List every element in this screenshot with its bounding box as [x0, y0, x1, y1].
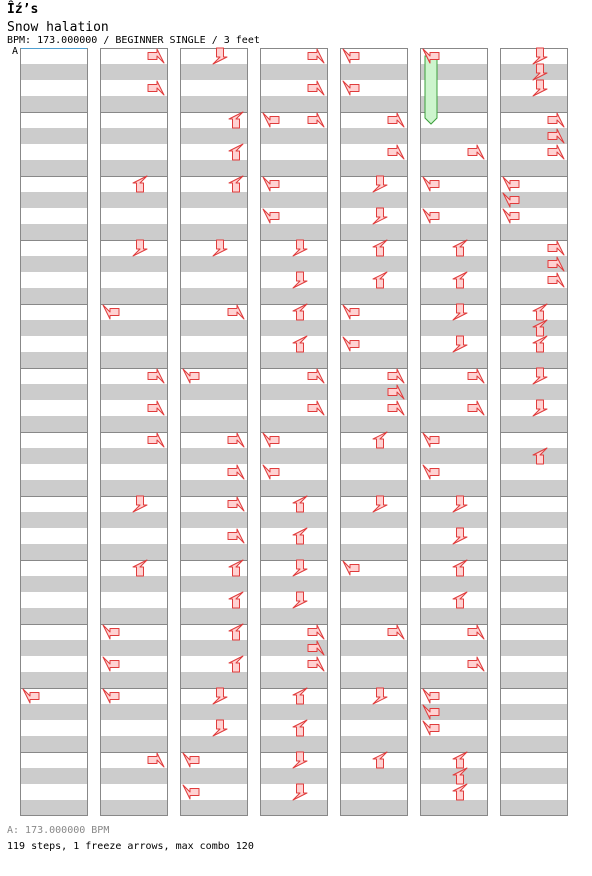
beat-stripe [180, 352, 248, 368]
beat-stripe [260, 288, 328, 304]
beat-stripe [340, 416, 408, 432]
chart-info: BPM: 173.000000 / BEGINNER SINGLE / 3 feet [7, 35, 260, 46]
beat-stripe [20, 576, 88, 592]
beat-stripe [180, 608, 248, 624]
beat-stripe [500, 320, 568, 336]
freeze-arrow-tail [425, 56, 437, 124]
beat-stripe [420, 672, 488, 688]
beat-stripe [100, 480, 168, 496]
beat-stripe [20, 672, 88, 688]
beat-stripe [100, 64, 168, 80]
beat-stripe [20, 320, 88, 336]
beat-stripe [100, 800, 168, 816]
beat-stripe [20, 160, 88, 176]
beat-stripe [100, 512, 168, 528]
beat-stripe [420, 736, 488, 752]
beat-stripe [500, 64, 568, 80]
beat-stripe [420, 160, 488, 176]
section-marker-line [21, 48, 87, 49]
beat-stripe [20, 256, 88, 272]
beat-stripe [340, 64, 408, 80]
beat-stripe [420, 608, 488, 624]
beat-stripe [100, 544, 168, 560]
beat-stripe [260, 544, 328, 560]
beat-stripe [180, 672, 248, 688]
beat-stripe [500, 288, 568, 304]
beat-stripe [100, 448, 168, 464]
beat-stripe [100, 640, 168, 656]
beat-stripe [420, 224, 488, 240]
beat-stripe [180, 224, 248, 240]
beat-stripe [100, 416, 168, 432]
beat-stripe [180, 416, 248, 432]
beat-stripe [500, 704, 568, 720]
beat-stripe [500, 96, 568, 112]
beat-stripe [180, 640, 248, 656]
beat-stripe [100, 736, 168, 752]
beat-stripe [260, 800, 328, 816]
beat-stripe [500, 672, 568, 688]
beat-stripe [20, 192, 88, 208]
beat-stripe [260, 672, 328, 688]
beat-stripe [20, 64, 88, 80]
beat-stripe [420, 480, 488, 496]
beat-stripe [180, 800, 248, 816]
beat-stripe [420, 768, 488, 784]
beat-stripe [500, 544, 568, 560]
beat-stripe [260, 480, 328, 496]
chart-stats: 119 steps, 1 freeze arrows, max combo 120 [7, 841, 254, 852]
beat-stripe [100, 160, 168, 176]
beat-stripe [100, 224, 168, 240]
beat-stripe [500, 224, 568, 240]
beat-stripe [20, 512, 88, 528]
beat-stripe [340, 736, 408, 752]
beat-stripe [100, 608, 168, 624]
beat-stripe [340, 640, 408, 656]
beat-stripe [420, 544, 488, 560]
beat-stripe [20, 448, 88, 464]
beat-stripe [420, 800, 488, 816]
beat-stripe [340, 448, 408, 464]
beat-stripe [20, 384, 88, 400]
beat-stripe [180, 576, 248, 592]
beat-stripe [260, 128, 328, 144]
beat-stripe [500, 800, 568, 816]
beat-stripe [260, 224, 328, 240]
beat-stripe [340, 480, 408, 496]
beat-stripe [500, 416, 568, 432]
beat-stripe [20, 224, 88, 240]
beat-stripe [340, 256, 408, 272]
beat-stripe [260, 192, 328, 208]
beat-stripe [260, 704, 328, 720]
beat-stripe [100, 320, 168, 336]
section-marker: A [12, 46, 19, 57]
beat-stripe [420, 192, 488, 208]
beat-stripe [260, 736, 328, 752]
beat-stripe [340, 128, 408, 144]
beat-stripe [260, 608, 328, 624]
beat-stripe [100, 768, 168, 784]
beat-stripe [340, 576, 408, 592]
beat-stripe [500, 160, 568, 176]
beat-stripe [260, 448, 328, 464]
beat-stripe [100, 192, 168, 208]
beat-stripe [340, 160, 408, 176]
beat-stripe [500, 768, 568, 784]
beat-stripe [20, 608, 88, 624]
beat-stripe [420, 576, 488, 592]
beat-stripe [20, 768, 88, 784]
beat-stripe [20, 640, 88, 656]
beat-stripe [20, 96, 88, 112]
beat-stripe [180, 480, 248, 496]
beat-stripe [340, 512, 408, 528]
beat-stripe [420, 352, 488, 368]
beat-stripe [180, 96, 248, 112]
beat-stripe [20, 128, 88, 144]
beat-stripe [420, 512, 488, 528]
beat-stripe [20, 736, 88, 752]
beat-stripe [20, 800, 88, 816]
beat-stripe [340, 608, 408, 624]
beat-stripe [260, 576, 328, 592]
beat-stripe [420, 448, 488, 464]
beat-stripe [20, 544, 88, 560]
beat-stripe [420, 640, 488, 656]
beat-stripe [180, 704, 248, 720]
beat-stripe [420, 416, 488, 432]
beat-stripe [100, 288, 168, 304]
beat-stripe [500, 608, 568, 624]
beat-stripe [180, 544, 248, 560]
beat-stripe [260, 256, 328, 272]
beat-stripe [420, 256, 488, 272]
beat-stripe [500, 448, 568, 464]
beat-stripe [20, 352, 88, 368]
beat-stripe [100, 352, 168, 368]
beat-stripe [340, 320, 408, 336]
beat-stripe [500, 480, 568, 496]
song-title: Snow halation [7, 20, 109, 35]
beat-stripe [260, 64, 328, 80]
beat-stripe [180, 384, 248, 400]
beat-stripe [500, 512, 568, 528]
beat-stripe [340, 672, 408, 688]
beat-stripe [100, 256, 168, 272]
beat-stripe [420, 288, 488, 304]
beat-stripe [260, 416, 328, 432]
beat-stripe [340, 768, 408, 784]
bpm-legend: A: 173.000000 BPM [7, 825, 110, 836]
beat-stripe [20, 480, 88, 496]
beat-stripe [420, 384, 488, 400]
beat-stripe [20, 416, 88, 432]
beat-stripe [180, 320, 248, 336]
beat-stripe [100, 384, 168, 400]
beat-stripe [340, 192, 408, 208]
beat-stripe [340, 800, 408, 816]
beat-stripe [100, 672, 168, 688]
beat-stripe [340, 96, 408, 112]
beat-stripe [420, 128, 488, 144]
beat-stripe [100, 96, 168, 112]
beat-stripe [180, 256, 248, 272]
beat-stripe [500, 576, 568, 592]
beat-stripe [340, 224, 408, 240]
beat-stripe [100, 576, 168, 592]
beat-stripe [260, 768, 328, 784]
beat-stripe [180, 768, 248, 784]
beat-stripe [500, 352, 568, 368]
beat-stripe [340, 544, 408, 560]
beat-stripe [260, 160, 328, 176]
beat-stripe [180, 448, 248, 464]
beat-stripe [500, 384, 568, 400]
beat-stripe [180, 192, 248, 208]
beat-stripe [340, 352, 408, 368]
beat-stripe [260, 96, 328, 112]
beat-stripe [180, 160, 248, 176]
beat-stripe [420, 320, 488, 336]
beat-stripe [100, 704, 168, 720]
beat-stripe [180, 736, 248, 752]
beat-stripe [340, 704, 408, 720]
beat-stripe [260, 384, 328, 400]
beat-stripe [500, 736, 568, 752]
beat-stripe [340, 288, 408, 304]
beat-stripe [260, 320, 328, 336]
chart-author: Îź’s [7, 2, 39, 17]
beat-stripe [180, 128, 248, 144]
beat-stripe [180, 512, 248, 528]
beat-stripe [100, 128, 168, 144]
beat-stripe [260, 512, 328, 528]
beat-stripe [180, 64, 248, 80]
beat-stripe [20, 288, 88, 304]
beat-stripe [500, 640, 568, 656]
beat-stripe [180, 288, 248, 304]
beat-stripe [20, 704, 88, 720]
beat-stripe [260, 352, 328, 368]
